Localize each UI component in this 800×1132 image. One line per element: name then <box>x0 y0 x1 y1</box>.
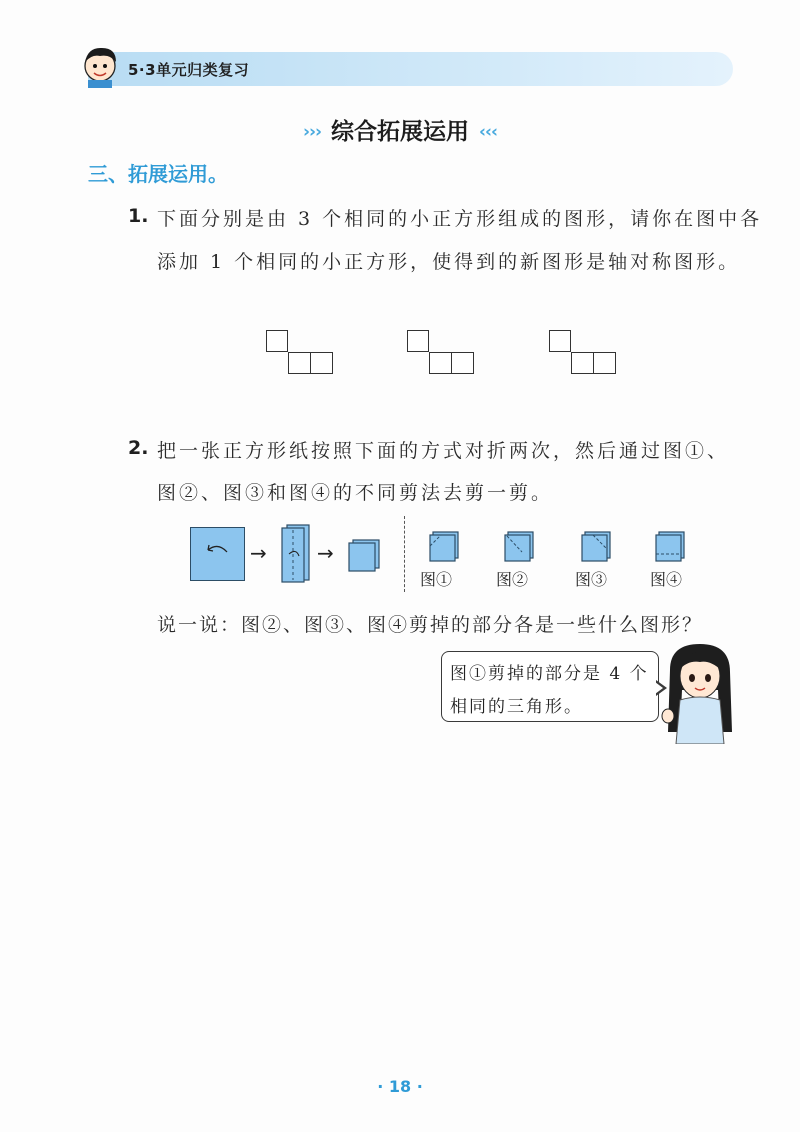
question-2-number: 2. <box>128 437 149 459</box>
question-2-prompt: 说一说：图②、图③、图④剪掉的部分各是一些什么图形？ <box>157 614 704 636</box>
small-square <box>310 352 333 374</box>
arrow-right-icon-2: → <box>317 541 334 565</box>
small-square <box>593 352 616 374</box>
question-2-line-2: 图②、图③和图④的不同剪法去剪一剪。 <box>157 482 554 504</box>
figure-label-1: 图① <box>420 570 453 589</box>
folded-twice-paper <box>346 538 382 574</box>
small-square <box>429 352 452 374</box>
page-number: · 18 · <box>377 1077 423 1096</box>
speech-line-1: 图①剪掉的部分是 4 个 <box>450 664 649 684</box>
small-square <box>451 352 474 374</box>
figure-label-3: 图③ <box>575 570 608 589</box>
question-2-line-1: 把一张正方形纸按照下面的方式对折两次，然后通过图①、 <box>157 440 730 462</box>
divider-dashed <box>404 516 405 592</box>
small-square <box>571 352 594 374</box>
folded-once-paper <box>279 522 313 584</box>
girl-character-icon <box>660 640 738 744</box>
question-1-number: 1. <box>128 205 149 227</box>
cut-figure-1 <box>427 530 461 564</box>
cut-figure-3 <box>579 530 613 564</box>
question-1-line-1: 下面分别是由 3 个相同的小正方形组成的图形，请你在图中各 <box>157 208 763 230</box>
fold-arrow-icon <box>203 540 233 560</box>
figure-label-4: 图④ <box>650 570 683 589</box>
speech-line-2: 相同的三角形。 <box>450 697 583 717</box>
chevrons-right: ‹‹‹ <box>479 122 498 142</box>
arrow-right-icon: → <box>250 541 267 565</box>
cut-figure-2 <box>502 530 536 564</box>
small-square <box>549 330 571 352</box>
part-heading: 三、拓展运用。 <box>88 162 228 186</box>
small-square <box>407 330 429 352</box>
small-square <box>288 352 311 374</box>
section-title <box>0 113 800 146</box>
chevrons-left: ››› <box>302 122 321 142</box>
small-square <box>266 330 288 352</box>
cut-figure-4 <box>653 530 687 564</box>
section-title-text: 综合拓展运用 <box>331 119 469 145</box>
figure-label-2: 图② <box>496 570 529 589</box>
series-title: 5·3单元归类复习 <box>128 61 250 79</box>
boy-mascot-icon <box>78 42 122 88</box>
page-number-text: 18 <box>388 1077 412 1096</box>
question-1-line-2: 添加 1 个相同的小正方形，使得到的新图形是轴对称图形。 <box>157 251 741 273</box>
